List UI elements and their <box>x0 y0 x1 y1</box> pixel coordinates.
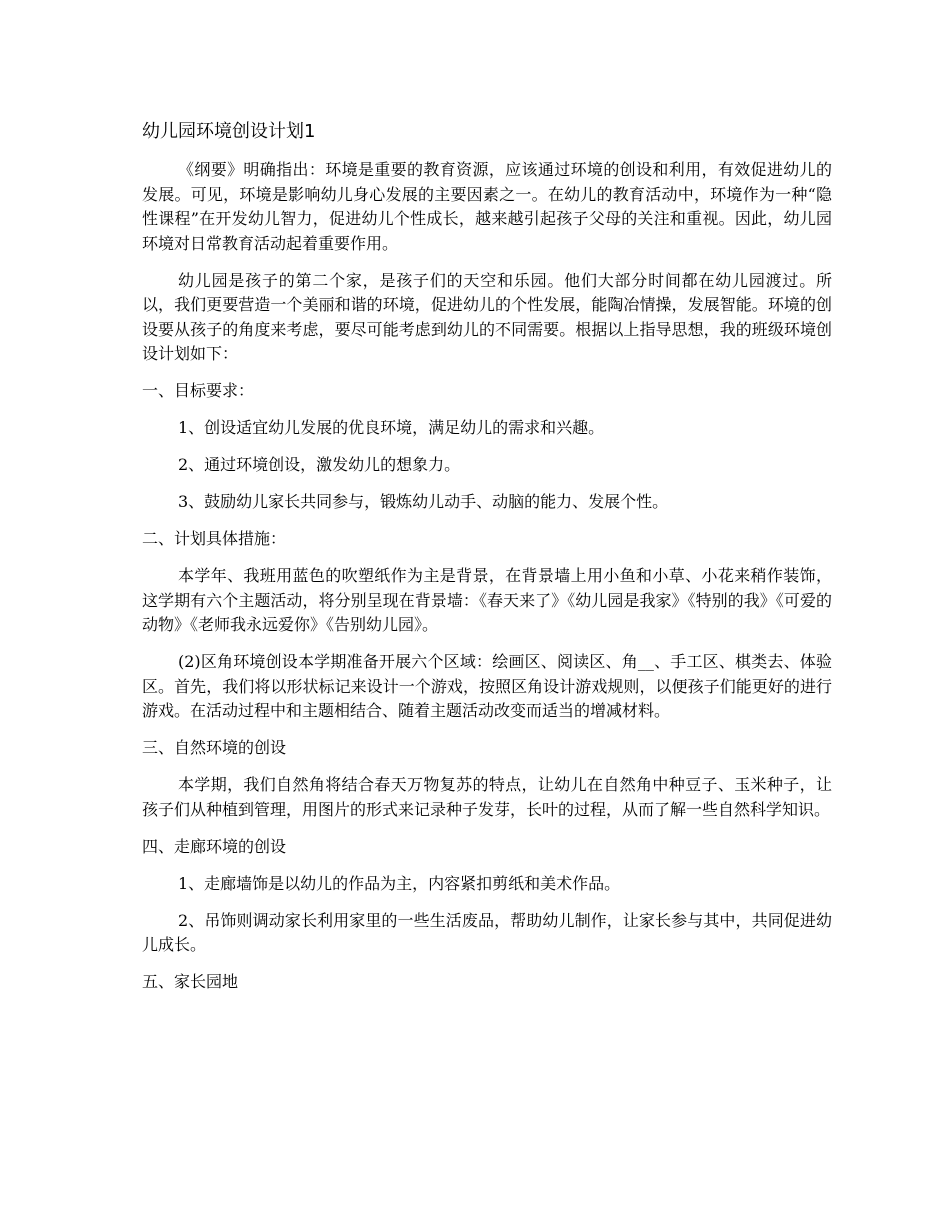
paragraph-kindergarten-home: 幼儿园是孩子的第二个家，是孩子们的天空和乐园。他们大部分时间都在幼儿园渡过。所以，我们更要营造一个美丽和谐的环境，促进幼儿的个性发展，能陶冶情操，发展智能。环境的创设要从孩子的角度来考虑，要尽可能考虑到幼儿的不同需要。根据以上指导思想，我的班级环境创设计划如下： <box>142 270 832 363</box>
section-heading-nature: 三、自然环境的创设 <box>142 738 287 757</box>
section-heading-parents: 五、家长园地 <box>142 972 239 991</box>
paragraph-nature-corner: 本学期，我们自然角将结合春天万物复苏的特点，让幼儿在自然角中种豆子、玉米种子，让孩子们从种植到管理，用图片的形式来记录种子发芽，长叶的过程，从而了解一些自然科学知识。 <box>142 775 832 819</box>
list-item-goal-1: 1、创设适宜幼儿发展的优良环境，满足幼儿的需求和兴趣。 <box>178 418 605 437</box>
list-item-corridor-1: 1、走廊墙饰是以幼儿的作品为主，内容紧扣剪纸和美术作品。 <box>178 873 621 893</box>
paragraph-background-wall: 本学年、我班用蓝色的吹塑纸作为主是背景，在背景墙上用小鱼和小草、小花来稍作装饰，这学期有六个主题活动，将分别呈现在背景墙：《春天来了》《幼儿园是我家》《特别的我》《可爱的动物》《老师我永远爱你》《告别幼儿园》。 <box>142 566 832 634</box>
section-heading-goals: 一、目标要求： <box>142 381 255 400</box>
list-item-corridor-2: 2、吊饰则调动家长利用家里的一些生活废品，帮助幼儿制作，让家长参与其中，共同促进幼儿成长。 <box>142 910 832 954</box>
paragraph-corner-areas: (2)区角环境创设本学期准备开展六个区域：绘画区、阅读区、角__、手工区、棋类去、体验区。首先，我们将以形状标记来设计一个游戏，按照区角设计游戏规则，以便孩子们能更好的进行游戏。在活动过程中和主题相结合、随着主题活动改变而适当的增减材料。 <box>142 652 832 720</box>
document-page <box>142 118 832 1007</box>
list-item-goal-2: 2、通过环境创设，激发幼儿的想象力。 <box>178 455 461 474</box>
list-item-goal-3: 3、鼓励幼儿家长共同参与，锻炼幼儿动手、动脑的能力、发展个性。 <box>178 492 669 511</box>
section-heading-corridor: 四、走廊环境的创设 <box>142 836 287 856</box>
paragraph-intro: 《纲要》明确指出：环境是重要的教育资源，应该通过环境的创设和利用，有效促进幼儿的发展。可见，环境是影响幼儿身心发展的主要因素之一。在幼儿的教育活动中，环境作为一种“隐性课程”在开发幼儿智力，促进幼儿个性成长，越来越引起孩子父母的关注和重视。因此，幼儿园环境对日常教育活动起着重要作用。 <box>142 160 832 253</box>
document-title: 幼儿园环境创设计划1 <box>142 121 316 142</box>
section-heading-measures: 二、计划具体措施： <box>142 529 287 548</box>
